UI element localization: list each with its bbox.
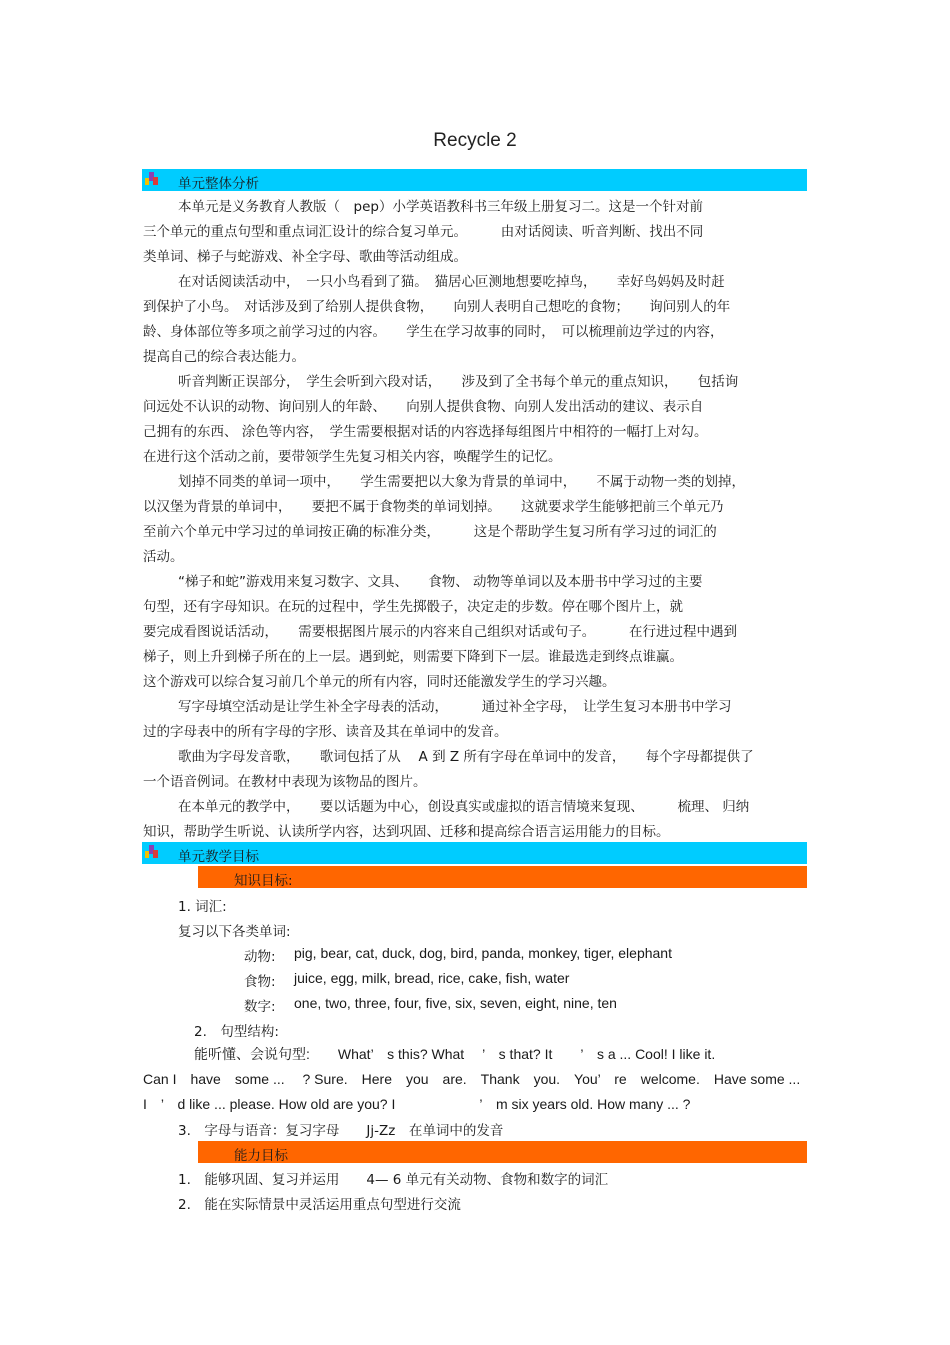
- subsection-header-label: 知识目标:: [234, 873, 293, 889]
- ability-item: 2. 能在实际情景中灵活运用重点句型进行交流: [178, 1197, 461, 1213]
- text-line: 类单词、梯子与蛇游戏、补全字母、歌曲等活动组成。: [143, 249, 467, 265]
- bullet-icon: [144, 171, 160, 187]
- text-line: 写字母填空活动是让学生补全字母表的活动， 通过补全字母， 让学生复习本册书中学习: [178, 699, 732, 715]
- text-line: 划掉不同类的单词一项中， 学生需要把以大象为背景的单词中， 不属于动物一类的划掉，: [178, 474, 745, 490]
- text-line: 己拥有的东西、 涂色等内容， 学生需要根据对话的内容选择每组图片中相符的一幅打上对勾。: [143, 424, 708, 440]
- text-line: 问远处不认识的动物、询问别人的年龄、 向别人提供食物、向别人发出活动的建议、表示自: [143, 399, 704, 415]
- text-line: 龄、身体部位等多项之前学习过的内容。 学生在学习故事的同时， 可以梳理前边学过的内容，: [143, 324, 724, 340]
- sentences-line: I ’ d like ... please. How old are you? I ’ m six years old. How many ... ?: [143, 1096, 691, 1112]
- text-line: 句型，还有字母知识。在玩的过程中，学生先掷骰子，决定走的步数。停在哪个图片上，就: [143, 599, 683, 615]
- text-line: 过的字母表中的所有字母的字形、读音及其在单词中的发音。: [143, 724, 508, 740]
- text-line: 梯子，则上升到梯子所在的上一层。遇到蛇，则需要下降到下一层。谁最选走到终点谁赢。: [143, 649, 683, 665]
- animals-list: pig, bear, cat, duck, dog, bird, panda, monkey, tiger, elephant: [294, 945, 672, 961]
- sentences-line: 能听懂、会说句型: What’ s this? What ’ s that? It ’ s a ... Cool! I like it.: [194, 1046, 716, 1062]
- text-line: 本单元是义务教育人教版（ pep）小学英语教科书三年级上册复习二。这是一个针对前: [178, 199, 703, 215]
- section-header-goals: [142, 842, 807, 864]
- subsection-header-label: 能力目标: [234, 1148, 288, 1164]
- text-line: 活动。: [143, 549, 184, 565]
- text-line: 提高自己的综合表达能力。: [143, 349, 305, 365]
- subsection-header-knowledge: [198, 866, 807, 888]
- text-line: 以汉堡为背景的单词中， 要把不属于食物类的单词划掉。 这就要求学生能够把前三个单元乃: [143, 499, 724, 515]
- section-header-label: 单元整体分析: [178, 176, 259, 192]
- ability-item: 1. 能够巩固、复习并运用 4— 6 单元有关动物、食物和数字的词汇: [178, 1172, 609, 1188]
- text-line: 至前六个单元中学习过的单词按正确的标准分类， 这是个帮助学生复习所有学习过的词汇的: [143, 524, 717, 540]
- letters-item: 3. 字母与语音：复习字母 Jj-Zz 在单词中的发音: [178, 1123, 504, 1139]
- food-list: juice, egg, milk, bread, rice, cake, fish, water: [294, 970, 570, 986]
- vocab-intro: 复习以下各类单词:: [178, 924, 291, 940]
- food-label: 食物:: [244, 974, 276, 990]
- text-line: 三个单元的重点句型和重点词汇设计的综合复习单元。 由对话阅读、听音判断、找出不同: [143, 224, 704, 240]
- section-header-analysis: [142, 169, 807, 191]
- sentences-line: Can I have some ... ? Sure. Here you are. Thank you. You’ re welcome. Have some ...: [143, 1071, 801, 1087]
- page-title: Recycle 2: [433, 130, 517, 151]
- text-line: 要完成看图说话活动， 需要根据图片展示的内容来自己组织对话或句子。 在行进过程中遇到: [143, 624, 737, 640]
- text-line: “梯子和蛇”游戏用来复习数字、文具、 食物、 动物等单词以及本册书中学习过的主要: [178, 574, 703, 590]
- text-line: 歌曲为字母发音歌， 歌词包括了从 A 到 Z 所有字母在单词中的发音， 每个字母都提供了: [178, 749, 754, 765]
- vocab-title: 1. 词汇:: [178, 899, 227, 915]
- section-header-label: 单元教学目标: [178, 849, 259, 865]
- text-line: 知识，帮助学生听说、认读所学内容，达到巩固、迁移和提高综合语言运用能力的目标。: [143, 824, 670, 840]
- subsection-header-ability: [198, 1141, 807, 1163]
- animals-label: 动物:: [244, 949, 276, 965]
- numbers-list: one, two, three, four, five, six, seven, eight, nine, ten: [294, 995, 617, 1011]
- numbers-label: 数字:: [244, 999, 276, 1015]
- sentences-title: 2. 句型结构:: [194, 1024, 279, 1040]
- text-line: 在进行这个活动之前，要带领学生先复习相关内容，唤醒学生的记忆。: [143, 449, 562, 465]
- text-line: 一个语音例词。在教材中表现为该物品的图片。: [143, 774, 427, 790]
- text-line: 到保护了小鸟。 对话涉及到了给别人提供食物， 向别人表明自己想吃的食物； 询问别人的年: [143, 299, 731, 315]
- text-line: 在本单元的教学中， 要以话题为中心，创设真实或虚拟的语言情境来复现、 梳理、 归纳: [178, 799, 750, 815]
- text-line: 这个游戏可以综合复习前几个单元的所有内容，同时还能激发学生的学习兴趣。: [143, 674, 616, 690]
- text-line: 听音判断正误部分， 学生会听到六段对话， 涉及到了全书每个单元的重点知识， 包括询: [178, 374, 739, 390]
- text-line: 在对话阅读活动中， 一只小鸟看到了猫。 猫居心叵测地想要吃掉鸟， 幸好鸟妈妈及时赶: [178, 274, 725, 290]
- bullet-icon: [144, 844, 160, 860]
